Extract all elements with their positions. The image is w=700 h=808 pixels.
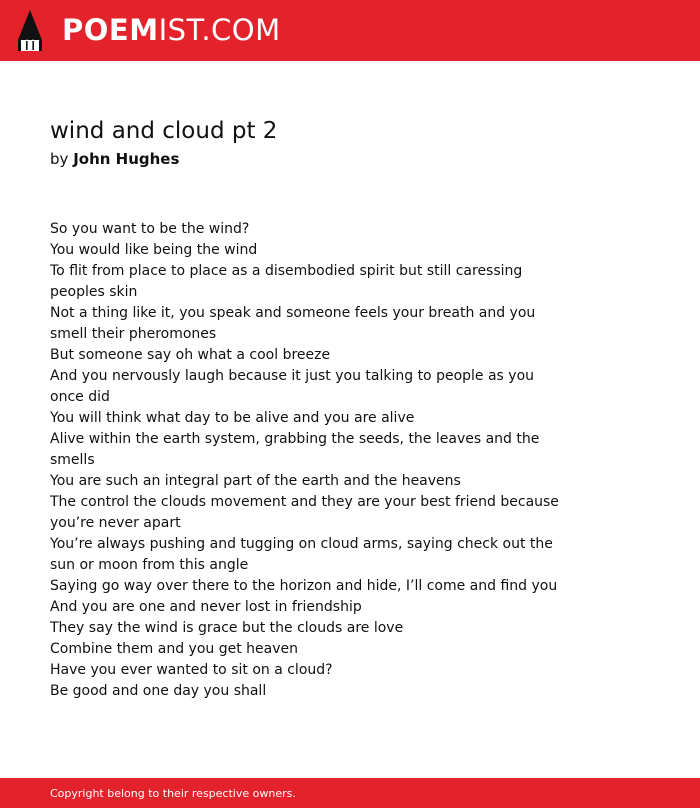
poem-line: And you nervously laugh because it just you talking to people as you once did (50, 368, 535, 405)
poem-line: Not a thing like it, you speak and someone feels your breath and you smell their pheromones (50, 305, 536, 342)
poem-line: Combine them and you get heaven (50, 641, 298, 657)
poem-line: Saying go way over there to the horizon and hide, I’ll come and find you (50, 578, 558, 594)
poem-byline (50, 149, 179, 169)
poem-line: But someone say oh what a cool breeze (50, 347, 331, 363)
poem-line: You are such an integral part of the earth and the heavens (50, 473, 461, 489)
pencil-tip-icon[interactable] (18, 10, 42, 51)
poem-line: You’re always pushing and tugging on cloud arms, saying check out the sun or moon from this angle (50, 536, 553, 573)
poem-line: You would like being the wind (50, 242, 258, 258)
poem-line: So you want to be the wind? (50, 221, 250, 237)
poem-line: To flit from place to place as a disembodied spirit but still caressing peoples skin (50, 263, 523, 300)
brand-bold-text: POEM (62, 13, 159, 47)
poem-line: Alive within the earth system, grabbing the seeds, the leaves and the smells (50, 431, 540, 468)
site-footer (0, 778, 700, 808)
site-logo-wordmark[interactable] (62, 12, 281, 48)
poem-line: Have you ever wanted to sit on a cloud? (50, 662, 333, 678)
poem-title: wind and cloud pt 2 (50, 118, 278, 144)
poem-line: They say the wind is grace but the clouds are love (50, 620, 404, 636)
site-header (0, 0, 700, 61)
by-label: by (50, 150, 69, 168)
author-name: John Hughes (73, 150, 180, 168)
brand-regular-text: IST.COM (158, 13, 281, 47)
poem-line: And you are one and never lost in friendship (50, 599, 362, 615)
copyright-text: Copyright belong to their respective owners. (50, 787, 296, 800)
poem-line: Be good and one day you shall (50, 683, 267, 699)
poem-line: You will think what day to be alive and you are alive (50, 410, 415, 426)
poem-line: The control the clouds movement and they are your best friend because you’re never apart (50, 494, 559, 531)
poem-body (50, 219, 570, 702)
